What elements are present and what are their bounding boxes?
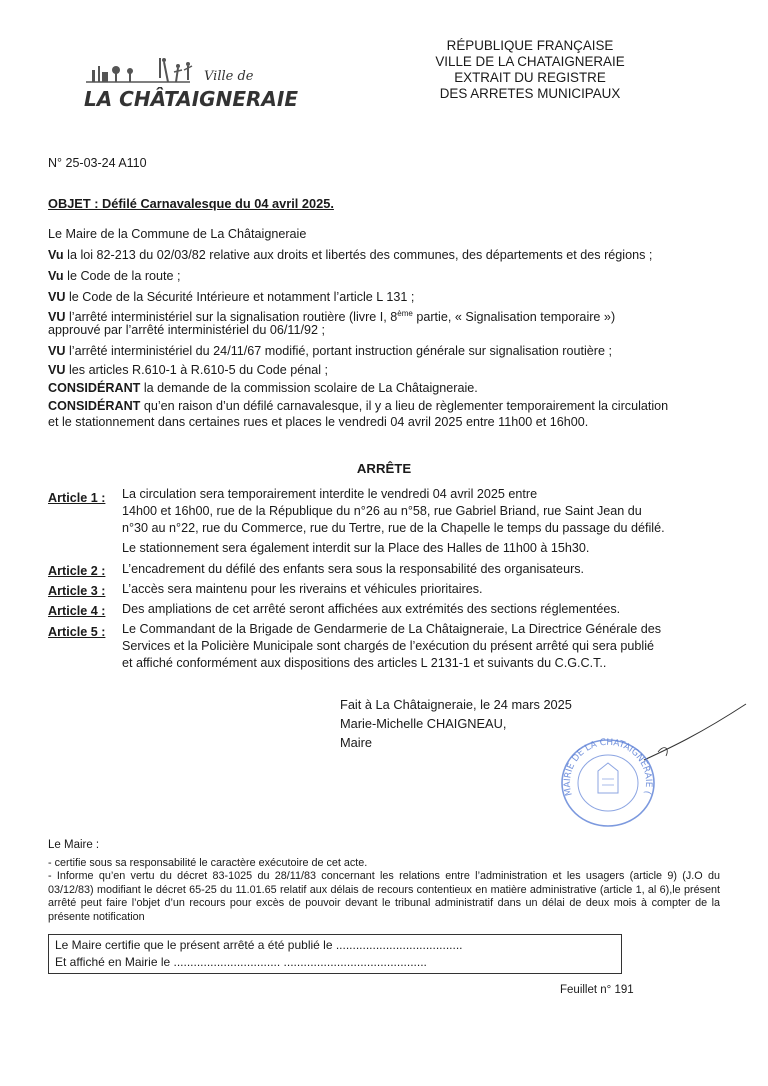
vu-line-1 — [48, 247, 722, 263]
vu-text: le Code de la route ; — [63, 269, 181, 283]
stamp-seal-icon — [558, 737, 658, 829]
considerant-text: la demande de la commission scolaire de La Châtaigneraie. — [140, 381, 478, 395]
publication-line: Et affiché en Mairie le ................................ ........................................... — [55, 955, 427, 969]
considerant-keyword: CONSIDÉRANT — [48, 399, 141, 413]
article-2-label: Article 2 : — [48, 564, 106, 578]
logo-figures-icon — [80, 52, 298, 114]
article-2-line: L’encadrement du défilé des enfants sera sous la responsabilité des organisateurs. — [122, 562, 585, 576]
considerant-line-2 — [48, 398, 724, 414]
vu-text: l’arrêté interministériel sur la signalisation routière (livre I, 8 — [65, 310, 398, 325]
legal-notice — [48, 839, 720, 924]
article-5-line: et affiché conformément aux dispositions des articles L 2131-1 et suivants du C.G.C.T.. — [122, 656, 607, 670]
article-1-line: Le stationnement sera également interdit sur la Place des Halles de 11h00 à 15h30. — [122, 541, 590, 555]
vu-text: partie, « Signalisation temporaire ») — [412, 310, 616, 325]
signature-block — [340, 695, 572, 752]
publication-line: Le Maire certifie que le présent arrêté a été publié le ...................................... — [55, 938, 463, 952]
publication-box — [48, 934, 622, 974]
vu-keyword: VU — [48, 344, 66, 358]
logo-small-text: Ville de — [204, 69, 254, 84]
considerant-keyword: CONSIDÉRANT — [48, 381, 141, 395]
article-1-line: 14h00 et 16h00, rue de la République du n°26 au n°58, rue Gabriel Briand, rue Saint Jean du — [122, 504, 642, 518]
considerant-text: qu’en raison d’un défilé carnavalesque, il y a lieu de règlementer temporairement la circulation — [140, 399, 669, 413]
article-5-line: Le Commandant de la Brigade de Gendarmerie de La Châtaigneraie, La Directrice Générale des — [122, 622, 662, 636]
header-line: RÉPUBLIQUE FRANÇAISE — [446, 38, 614, 53]
vu-line-4-cont: approuvé par l’arrêté interministériel du 06/11/92 ; — [48, 323, 325, 337]
stamp-text: MAIRIE DE LA CHATAIGNERAIE ( — [562, 737, 654, 797]
legal-notice-title: Le Maire : — [48, 839, 100, 851]
signature-place-date: Fait à La Châtaigneraie, le 24 mars 2025 — [340, 697, 572, 712]
header-line: VILLE DE LA CHATAIGNERAIE — [435, 54, 625, 69]
article-1-line: La circulation sera temporairement interdite le vendredi 04 avril 2025 entre — [122, 487, 538, 501]
logo-name: LA CHÂTAIGNERAIE — [84, 87, 298, 111]
vu-text: le Code de la Sécurité Intérieure et notamment l’article L 131 ; — [65, 290, 415, 304]
considerant-line-2-cont: et le stationnement dans certaines rues et places le vendredi 04 avril 2025 entre 11h00 et 16h00. — [48, 415, 589, 429]
legal-notice-line: - certifie sous sa responsabilité le caractère exécutoire de cet acte. — [48, 856, 368, 869]
vu-text: la loi 82-213 du 02/03/82 relative aux droits et libertés des communes, des départements et des régions ; — [63, 248, 653, 262]
article-4-label: Article 4 : — [48, 604, 106, 618]
arrete-number: N° 25-03-24 A110 — [48, 156, 147, 170]
vu-superscript: ème — [397, 309, 413, 318]
sheet-number: Feuillet n° 191 — [560, 984, 634, 996]
vu-line-2 — [48, 268, 722, 284]
official-stamp — [558, 737, 658, 829]
article-5-label: Article 5 : — [48, 625, 106, 639]
vu-line-3 — [48, 289, 722, 305]
svg-text:MAIRIE DE LA CHATAIGNERAIE (Ve — [558, 737, 653, 797]
header-line: EXTRAIT DU REGISTRE — [454, 70, 606, 85]
article-5-line: Services et la Policière Municipale sont chargés de l’exécution du présent arrêté qui sera publié — [122, 639, 655, 653]
vu-line-5 — [48, 343, 722, 359]
document-header — [400, 38, 660, 102]
header-line: DES ARRETES MUNICIPAUX — [439, 86, 621, 101]
article-1-label: Article 1 : — [48, 491, 106, 505]
objet-title: OBJET : Défilé Carnavalesque du 04 avril 2025. — [48, 196, 334, 211]
article-3-label: Article 3 : — [48, 584, 106, 598]
town-logo — [80, 52, 298, 114]
maire-line: Le Maire de la Commune de La Châtaigneraie — [48, 227, 307, 241]
vu-text: les articles R.610-1 à R.610-5 du Code pénal ; — [65, 363, 329, 377]
article-1-line: n°30 au n°22, rue du Commerce, rue du Tertre, rue de la Chapelle le temps du passage du défilé. — [122, 521, 665, 535]
arrete-heading: ARRÊTE — [356, 461, 412, 476]
considerant-line-1 — [48, 380, 722, 396]
legal-notice-line: - Informe qu’en vertu du décret 83-1025 du 28/11/83 concernant les relations entre l’administration et les usagers (article 9) (J.O du 03/12/83) modifiant le décret 65-25 du 11.01.65 relatif aux délais de recours contentieux en matière administrative (article 1, al 6),le présent arrêté peut faire l’objet d’un recours pour excès de pouvoir devant le tribunal administratif dans un délai de deux mois à compter de la présente notification — [48, 870, 720, 923]
vu-keyword: Vu — [48, 269, 64, 283]
article-4-line: Des ampliations de cet arrêté seront affichées aux extrémités des sections réglementées. — [122, 602, 621, 616]
vu-keyword: VU — [48, 363, 66, 377]
signature-name: Marie-Michelle CHAIGNEAU, — [340, 716, 507, 731]
vu-keyword: Vu — [48, 248, 64, 262]
vu-text: l’arrêté interministériel du 24/11/67 modifié, portant instruction générale sur signalisation routière ; — [65, 344, 612, 358]
article-3-line: L’accès sera maintenu pour les riverains et véhicules prioritaires. — [122, 582, 483, 596]
vu-keyword: VU — [48, 310, 66, 325]
vu-keyword: VU — [48, 290, 66, 304]
vu-line-6 — [48, 362, 722, 378]
signature-title: Maire — [340, 735, 372, 750]
